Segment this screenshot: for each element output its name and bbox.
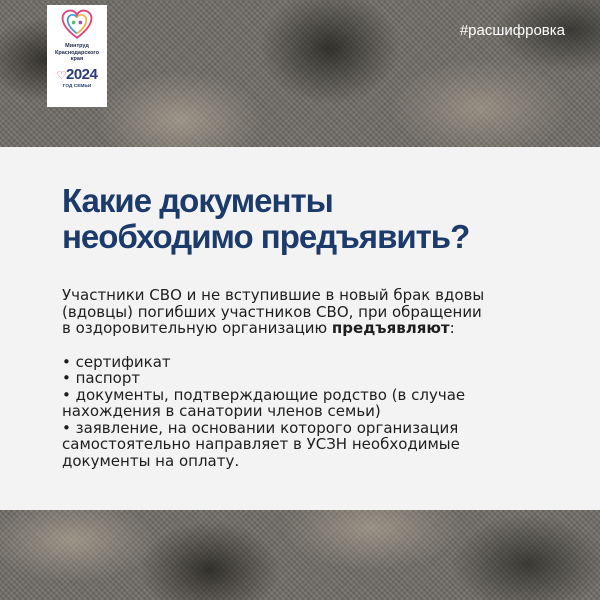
heart-family-logo-icon bbox=[60, 8, 94, 42]
intro-suffix: : bbox=[449, 319, 455, 337]
list-item: • заявление, на основании которого организация самостоятельно направляет в УСЗН необходимые документы на оплату. bbox=[62, 418, 460, 470]
hashtag: #расшифровка bbox=[459, 22, 565, 39]
logo-tagline: ГОД СЕМЬИ bbox=[62, 83, 92, 89]
logo-year-number: 2024 bbox=[66, 65, 98, 83]
page-title: Какие документы необходимо предъявить? bbox=[62, 182, 470, 255]
ministry-logo bbox=[47, 5, 107, 107]
list-item: • паспорт bbox=[62, 369, 141, 387]
logo-org-name: Минтруд Краснодарского края bbox=[54, 43, 100, 62]
logo-year bbox=[47, 67, 107, 84]
list-item: • документы, подтверждающие родство (в случае нахождения в санатории членов семьи) bbox=[62, 385, 466, 420]
list-item: • сертификат bbox=[62, 352, 171, 371]
intro-text: Участники СВО и не вступившие в новый брак вдовы (вдовцы) погибших участников СВО, при обращении в оздоровительную организацию bbox=[62, 286, 485, 337]
documents-list bbox=[62, 354, 562, 470]
intro-paragraph bbox=[62, 287, 562, 337]
intro-emphasis: предъявляют bbox=[331, 319, 450, 337]
body-text bbox=[62, 287, 562, 469]
heart-icon: ♡ bbox=[56, 69, 66, 82]
